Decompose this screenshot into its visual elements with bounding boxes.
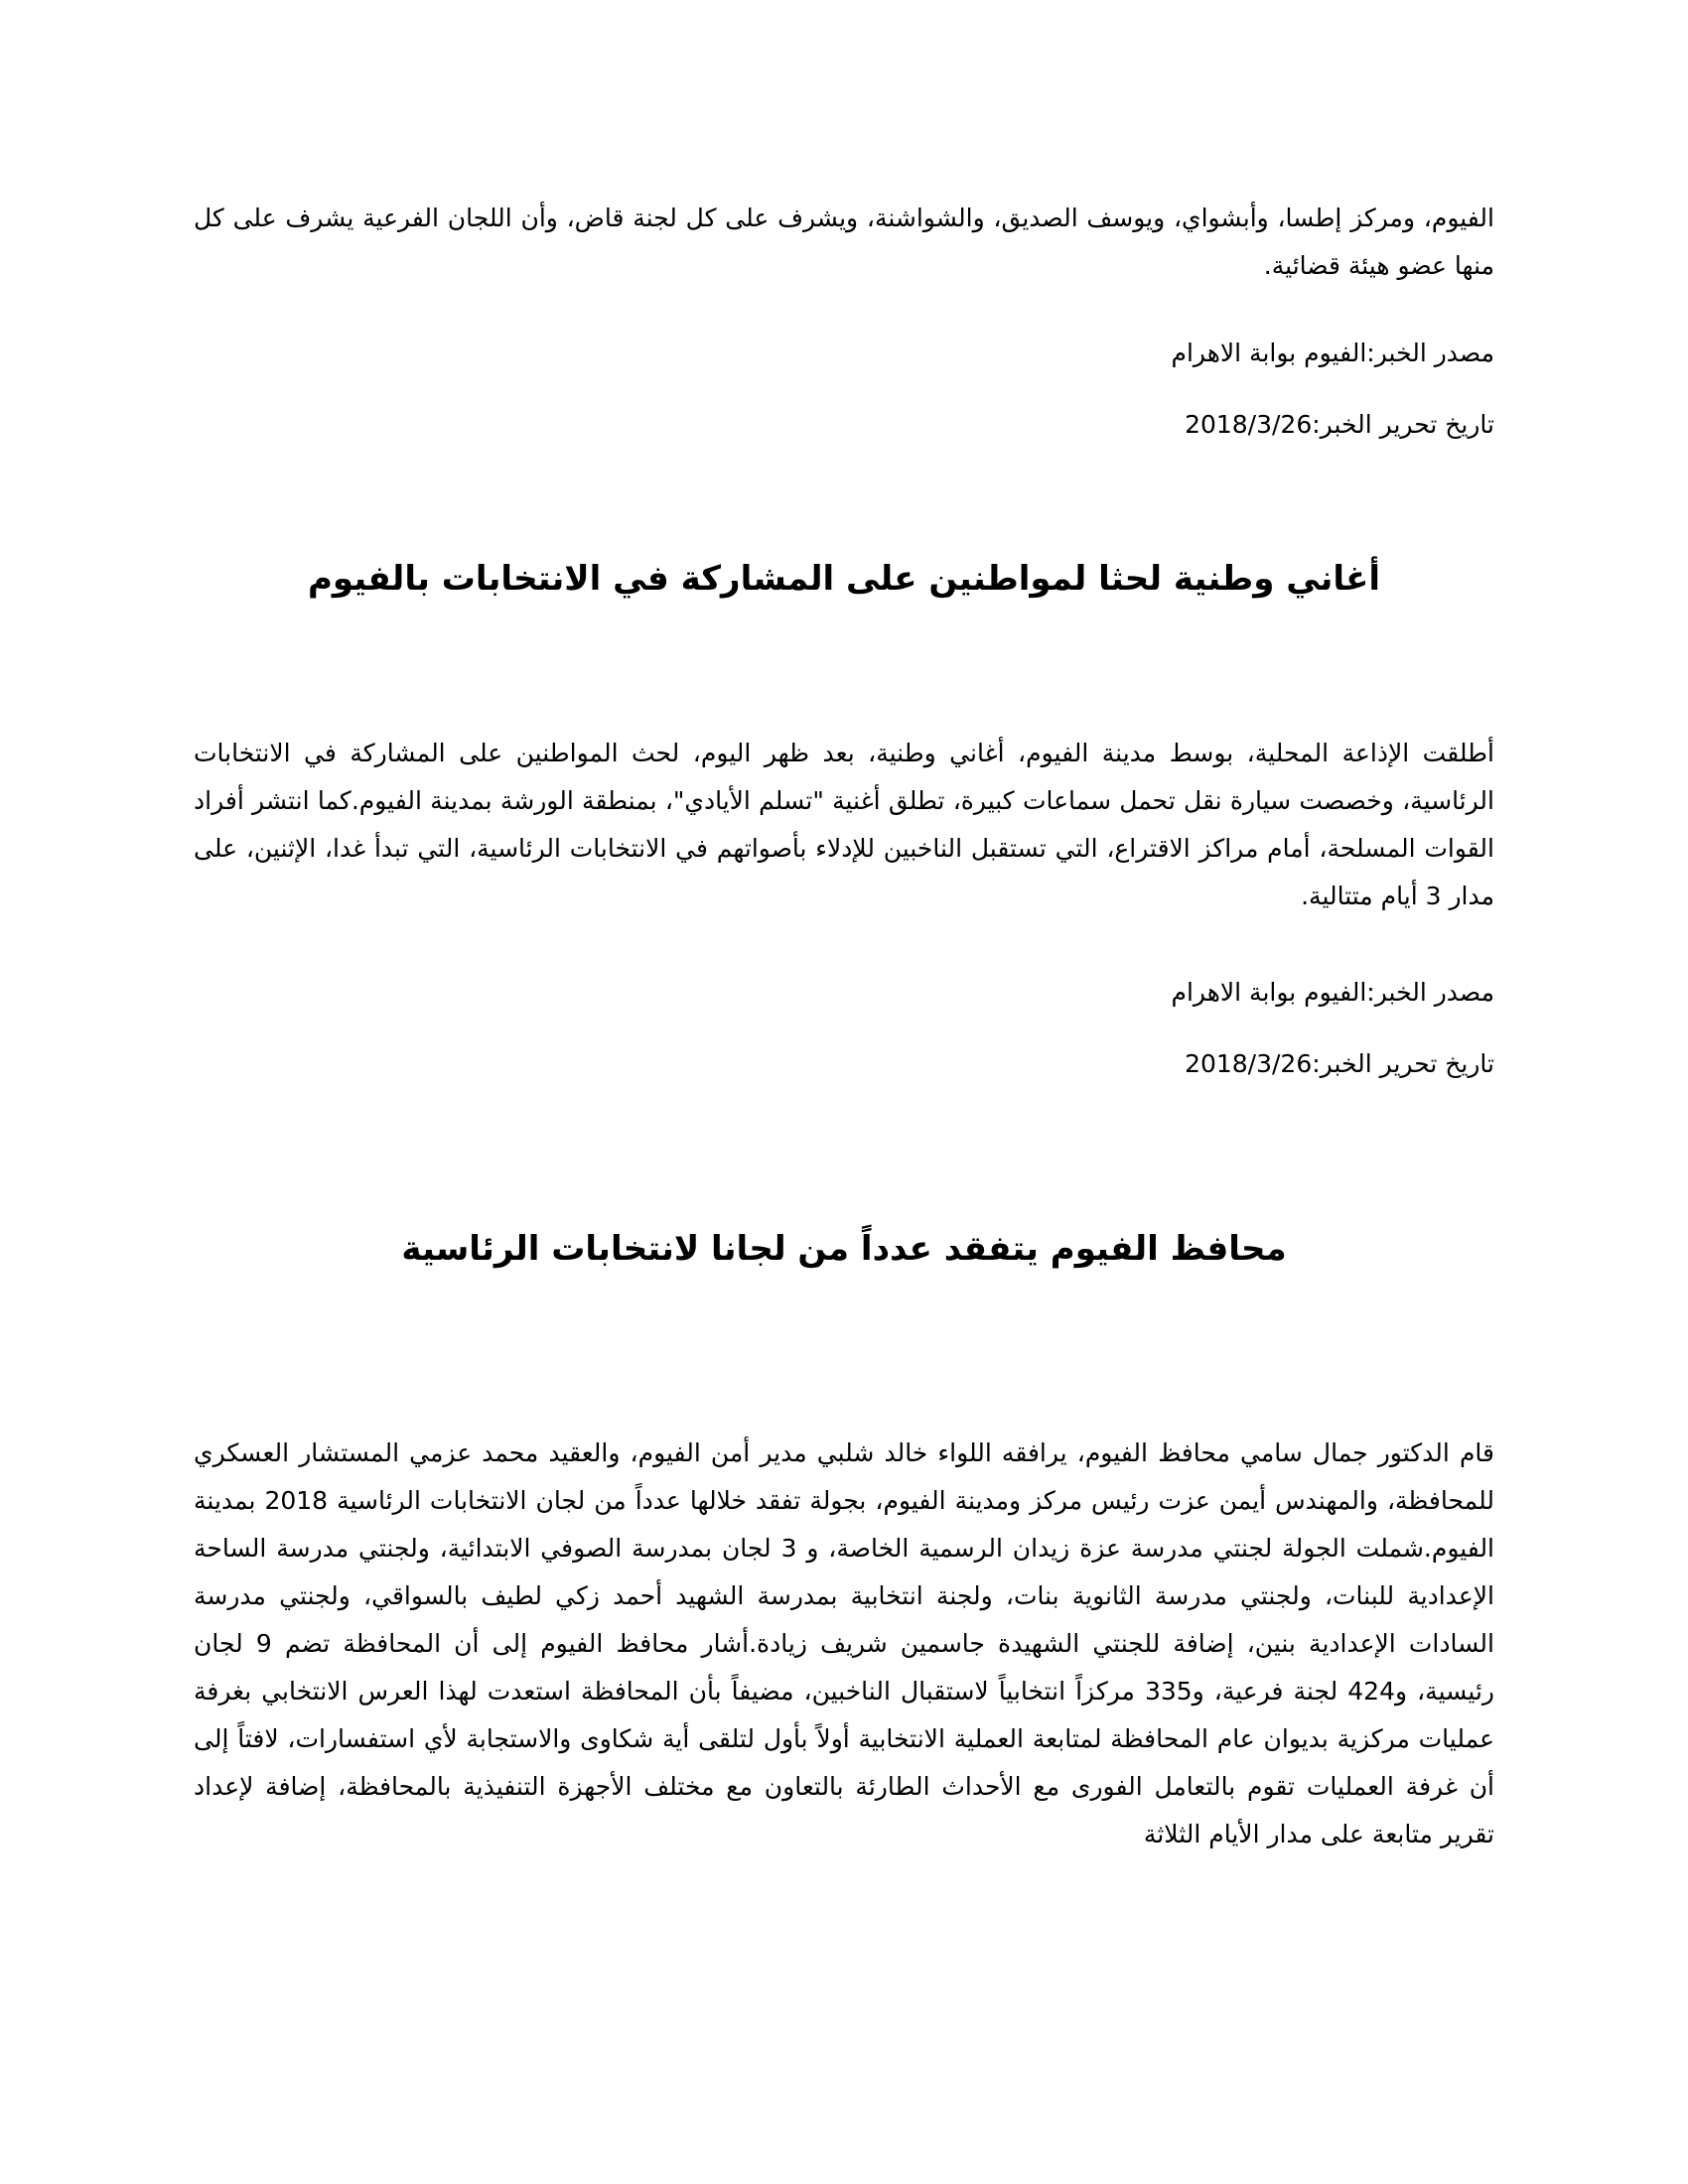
article2-date: تاريخ تحرير الخبر:2018/3/26 [1185,1049,1494,1078]
article2-body: أطلقت الإذاعة المحلية، بوسط مدينة الفيوم، أغاني وطنية، بعد ظهر اليوم، لحث المواطنين على المشاركة في الانتخابات الرئاسية، وخصصت سيارة نقل تحمل سماعات كبيرة، تطلق أغنية "تسلم الأيادي"، بمنطقة الورشة بمدينة الفيوم.كما انتشر أفراد القوات المسلحة، أمام مراكز الاقتراع، التي تستقبل الناخبين للإدلاء بأصواتهم في الانتخابات الرئاسية، التي تبدأ غدا، الإثنين، على مدار 3 أيام متتالية. [194,739,1494,910]
article1-body-tail: الفيوم، ومركز إطسا، وأبشواي، ويوسف الصديق، والشواشنة، ويشرف على كل لجنة قاض، وأن اللجان الفرعية يشرف على كل منها عضو هيئة قضائية. [194,204,1494,280]
article2-source: مصدر الخبر:الفيوم بوابة الاهرام [1171,978,1494,1007]
article1-date: تاريخ تحرير الخبر:2018/3/26 [1185,410,1494,439]
article1-source: مصدر الخبر:الفيوم بوابة الاهرام [1171,339,1494,367]
article3-title: محافظ الفيوم يتفقد عدداً من لجانا لانتخابات الرئاسية [401,1229,1287,1269]
article2-title: أغاني وطنية لحثا لمواطنين على المشاركة في الانتخابات بالفيوم [307,559,1381,599]
article3-body: قام الدكتور جمال سامي محافظ الفيوم، يرافقه اللواء خالد شلبي مدير أمن الفيوم، والعقيد محمد عزمي المستشار العسكري للمحافظة، والمهندس أيمن عزت رئيس مركز ومدينة الفيوم، بجولة تفقد خلالها عدداً من لجان الانتخابات الرئاسية 2018 بمدينة الفيوم.شملت الجولة لجنتي مدرسة عزة زيدان الرسمية الخاصة، و 3 لجان بمدرسة الصوفي الابتدائية، ولجنتي مدرسة الساحة الإعدادية للبنات، ولجنتي مدرسة الثانوية بنات، ولجنة انتخابية بمدرسة الشهيد أحمد زكي لطيف بالسواقي، ولجنتي مدرسة السادات الإعدادية بنين، إضافة للجنتي الشهيدة جاسمين شريف زيادة.أشار محافظ الفيوم إلى أن المحافظة تضم 9 لجان رئيسية، و424 لجنة فرعية، و335 مركزاً انتخابياً لاستقبال الناخبين، مضيفاً بأن المحافظة استعدت لهذا العرس الانتخابي بغرفة عمليات مركزية بديوان عام المحافظة لمتابعة العملية الانتخابية أولاً بأول لتلقى أية شكاوى والاستجابة لأي استفسارات، لافتاً إلى أن غرفة العمليات تقوم بالتعامل الفورى مع الأحداث الطارئة بالتعاون مع مختلف الأجهزة التنفيذية بالمحافظة، إضافة لإعداد تقرير متابعة على مدار الأيام الثلاثة [194,1438,1495,1848]
